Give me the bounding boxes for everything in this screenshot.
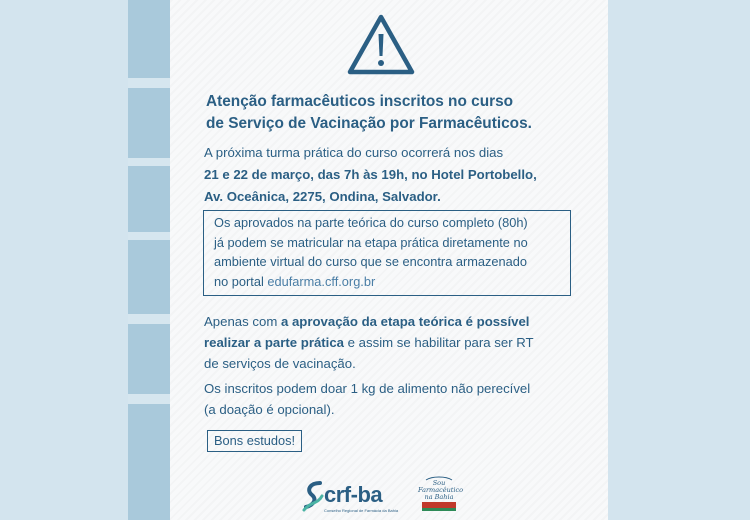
strip-segment bbox=[128, 324, 170, 394]
closing-box: Bons estudos! bbox=[207, 430, 302, 452]
crf-ba-logo-icon bbox=[302, 480, 324, 512]
warning-triangle-icon bbox=[346, 12, 416, 78]
donation-paragraph bbox=[204, 378, 604, 420]
notice-line-prefix: no portal bbox=[214, 273, 268, 289]
edufarma-link[interactable]: edufarma.cff.org.br bbox=[267, 273, 376, 289]
notice-line: Os aprovados na parte teórica do curso completo (80h) bbox=[214, 215, 528, 230]
logo-subtitle: Conselho Regional de Farmácia da Bahia bbox=[324, 508, 399, 513]
approval-bold: a aprovação da etapa teórica é possível bbox=[280, 314, 530, 329]
approval-prefix: Apenas com bbox=[204, 314, 281, 329]
sou-farmaceutico-badge bbox=[418, 474, 464, 516]
badge-line: Sou bbox=[432, 479, 446, 487]
strip-segment bbox=[128, 158, 170, 166]
announcement-card bbox=[128, 0, 608, 520]
donation-line: Os inscritos podem doar 1 kg de alimento não perecível bbox=[204, 381, 531, 396]
intro-paragraph bbox=[204, 142, 604, 208]
strip-segment bbox=[128, 232, 170, 240]
headline-line: de Serviço de Vacinação por Farmacêuticos. bbox=[206, 115, 532, 132]
strip-segment bbox=[128, 0, 170, 78]
approval-line: de serviços de vacinação. bbox=[204, 356, 356, 371]
strip-segment bbox=[128, 314, 170, 324]
approval-suffix: e assim se habilitar para ser RT bbox=[344, 335, 534, 350]
badge-text bbox=[418, 479, 464, 501]
notice-line: já podem se matricular na etapa prática diretamente no bbox=[214, 234, 528, 250]
headline bbox=[206, 91, 606, 135]
headline-line: Atenção farmacêuticos inscritos no curso bbox=[206, 93, 514, 110]
dates-text: 21 e 22 de março, das 7h às 19h, no Hotel Portobello, bbox=[204, 167, 537, 182]
crf-ba-logo bbox=[302, 474, 406, 516]
strip-segment bbox=[128, 78, 170, 88]
notice-line bbox=[214, 272, 560, 292]
badge-line: na Bahia bbox=[424, 493, 454, 501]
notice-line: ambiente virtual do curso que se encontra armazenado bbox=[214, 254, 527, 269]
approval-paragraph bbox=[204, 311, 604, 374]
strip-segment bbox=[128, 404, 170, 520]
approval-bold: realizar a parte prática bbox=[204, 335, 345, 350]
badge-line: Farmacêutico bbox=[418, 486, 464, 494]
logo-text: crf-ba bbox=[324, 482, 383, 507]
decorative-side-strip bbox=[128, 0, 170, 520]
notice-box bbox=[203, 210, 571, 296]
strip-segment bbox=[128, 88, 170, 158]
address-text: Av. Oceânica, 2275, Ondina, Salvador. bbox=[204, 189, 441, 204]
donation-line: (a doação é opcional). bbox=[204, 402, 335, 417]
strip-segment bbox=[128, 240, 170, 314]
intro-text: A próxima turma prática do curso ocorrerá nos dias bbox=[204, 145, 504, 160]
strip-segment bbox=[128, 394, 170, 404]
strip-segment bbox=[128, 166, 170, 232]
